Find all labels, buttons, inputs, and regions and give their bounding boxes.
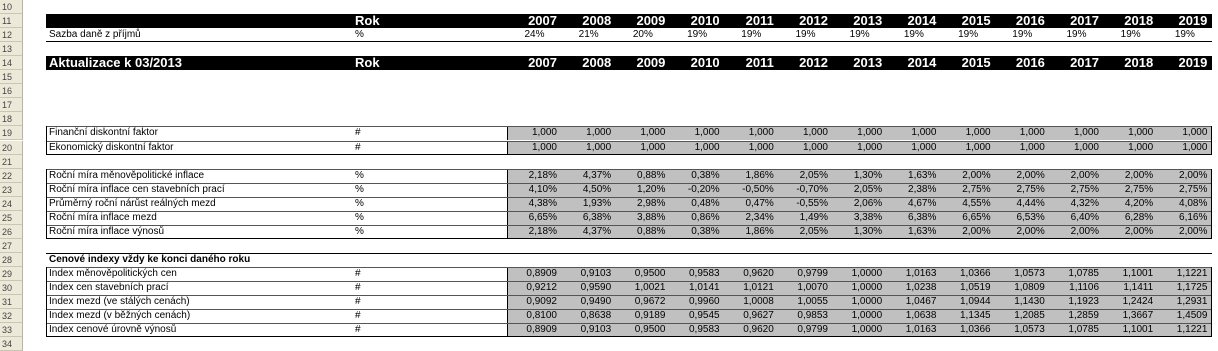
value-cell[interactable]: 1,0141	[689, 282, 720, 293]
row-label[interactable]: Roční míra inflace mezd	[49, 211, 157, 223]
value-cell[interactable]: 2,75%	[1016, 183, 1045, 195]
sheet-row	[0, 112, 1218, 126]
value-cell[interactable]: 1,000	[965, 127, 991, 139]
block-border-left	[46, 267, 47, 337]
row-header[interactable]: 28	[0, 253, 23, 267]
tax-unit[interactable]: %	[355, 29, 364, 41]
value-cell[interactable]: 0,9672	[634, 296, 666, 308]
sheet-row	[0, 56, 1218, 70]
value-cell[interactable]: 0,9853	[797, 310, 828, 322]
row-header[interactable]: 25	[0, 211, 23, 225]
value-cell[interactable]: 1,000	[1019, 141, 1045, 153]
row-label[interactable]: Index mezd (v běžných cenách)	[49, 310, 191, 322]
value-cell[interactable]: 4,37%	[582, 225, 612, 237]
row-unit[interactable]: #	[355, 324, 361, 336]
year-header[interactable]: 2009	[636, 14, 666, 29]
indices-title[interactable]: Cenové indexy vždy ke konci daného roku	[49, 253, 251, 265]
value-cell[interactable]: 1,0055	[797, 296, 828, 308]
value-cell[interactable]: 2,34%	[745, 211, 774, 223]
value-cell[interactable]: 1,30%	[853, 225, 883, 237]
year-header[interactable]: 2017	[1070, 14, 1099, 29]
value-cell[interactable]: 1,000	[586, 127, 612, 139]
value-cell[interactable]: 1,000	[586, 141, 612, 153]
value-cell[interactable]: 1,0000	[851, 324, 883, 336]
value-cell[interactable]: 1,2085	[1014, 310, 1045, 322]
year-header[interactable]: 2018	[1124, 56, 1154, 71]
value-cell[interactable]: 1,0000	[851, 310, 883, 322]
value-cell[interactable]: 2,38%	[908, 183, 937, 195]
value-cell[interactable]: 0,88%	[637, 225, 666, 237]
year-header[interactable]: 2008	[582, 56, 612, 71]
value-cell[interactable]: 3,38%	[853, 211, 883, 223]
value-cell[interactable]: 19%	[1120, 29, 1141, 41]
value-cell[interactable]: 0,47%	[745, 197, 774, 209]
value-cell[interactable]: -0,70%	[796, 183, 828, 195]
sheet-row	[0, 98, 1218, 112]
row-divider	[46, 267, 1212, 268]
value-cell[interactable]: 1,0000	[851, 282, 883, 293]
sheet-row	[0, 0, 1218, 14]
year-header[interactable]: 2011	[745, 14, 774, 29]
row-header[interactable]: 18	[0, 112, 23, 126]
value-cell[interactable]: 1,000	[911, 127, 937, 139]
value-cell[interactable]: 2,98%	[637, 197, 666, 209]
value-cell[interactable]: 4,20%	[1124, 197, 1154, 209]
value-cell[interactable]: 1,0519	[960, 282, 991, 293]
sheet-row	[0, 155, 1218, 169]
value-cell[interactable]: 0,9092	[526, 296, 557, 308]
value-cell[interactable]: 0,9500	[634, 324, 666, 336]
block-border-left	[46, 126, 47, 154]
value-cell[interactable]: 1,1725	[1176, 282, 1208, 293]
row-unit[interactable]: #	[355, 267, 361, 279]
value-cell[interactable]: 2,75%	[962, 183, 991, 195]
year-header[interactable]: 2007	[528, 56, 557, 71]
sheet-row	[0, 169, 1218, 183]
value-cell[interactable]: 1,0163	[905, 324, 937, 336]
row-header[interactable]: 10	[0, 0, 23, 14]
sheet-row	[0, 295, 1218, 309]
year-header[interactable]: 2018	[1124, 14, 1154, 29]
row-header[interactable]: 11	[0, 14, 23, 28]
value-cell[interactable]: 2,00%	[1070, 225, 1099, 237]
row-divider	[46, 197, 1212, 198]
sheet-row	[0, 42, 1218, 56]
indices-title-border	[46, 253, 1212, 254]
row-header[interactable]: 31	[0, 295, 23, 309]
value-cell[interactable]: 4,37%	[582, 169, 612, 181]
value-cell[interactable]: 19%	[741, 29, 762, 41]
value-cell[interactable]: 0,8100	[526, 310, 557, 322]
year-header[interactable]: 2014	[907, 14, 937, 29]
value-cell[interactable]: 19%	[795, 29, 816, 41]
value-cell[interactable]: 1,0785	[1068, 324, 1099, 336]
value-cell[interactable]: 1,0021	[634, 282, 666, 293]
value-cell[interactable]: 24%	[524, 29, 545, 41]
value-cell[interactable]: 1,63%	[908, 169, 937, 181]
row-header[interactable]: 33	[0, 323, 23, 337]
value-cell[interactable]: -0,20%	[687, 183, 720, 195]
value-cell[interactable]: 0,9189	[634, 310, 666, 322]
value-cell[interactable]: 1,0785	[1068, 267, 1099, 279]
year-header[interactable]: 2010	[690, 14, 720, 29]
value-cell[interactable]: 1,000	[1128, 141, 1154, 153]
value-cell[interactable]: 1,000	[531, 141, 557, 153]
value-cell[interactable]: 1,000	[748, 141, 774, 153]
value-cell[interactable]: 19%	[1066, 29, 1087, 41]
value-cell[interactable]: 1,1221	[1176, 267, 1208, 279]
value-cell[interactable]: 0,88%	[637, 169, 666, 181]
value-cell[interactable]: 0,8909	[526, 324, 557, 336]
row-header[interactable]: 22	[0, 169, 23, 183]
value-cell[interactable]: 0,9620	[743, 267, 774, 279]
value-cell[interactable]: 1,000	[1073, 141, 1099, 153]
value-cell[interactable]: 2,00%	[1179, 225, 1208, 237]
value-cell[interactable]: 4,44%	[1016, 197, 1045, 209]
value-cell[interactable]: 6,40%	[1070, 211, 1099, 223]
value-cell[interactable]: 20%	[632, 29, 653, 41]
value-cell[interactable]: 19%	[687, 29, 708, 41]
row-divider	[46, 309, 1212, 310]
value-cell[interactable]: 0,9799	[797, 324, 828, 336]
value-cell[interactable]: 0,9960	[689, 296, 720, 308]
row-label[interactable]: Průměrný roční nárůst reálných mezd	[49, 197, 216, 209]
value-cell[interactable]: 0,9103	[580, 267, 612, 279]
value-cell[interactable]: 19%	[1012, 29, 1033, 41]
value-cell[interactable]: 0,9799	[797, 267, 828, 279]
sheet-row	[0, 84, 1218, 98]
value-cell[interactable]: 1,49%	[799, 211, 828, 223]
row-label[interactable]: Roční míra inflace výnosů	[49, 225, 165, 237]
value-cell[interactable]: 0,9590	[580, 282, 612, 293]
value-cell[interactable]: 1,1411	[1123, 282, 1154, 293]
value-cell[interactable]: 1,0366	[960, 324, 991, 336]
sheet-row	[0, 183, 1218, 197]
year-header[interactable]: 2009	[636, 56, 666, 71]
block-border-right	[1211, 169, 1212, 239]
value-cell[interactable]: 6,28%	[1124, 211, 1154, 223]
row-unit[interactable]: #	[355, 127, 361, 139]
value-cell[interactable]: 0,9212	[526, 282, 557, 293]
value-cell[interactable]: 1,86%	[745, 169, 774, 181]
value-cell[interactable]: 1,1001	[1122, 324, 1154, 336]
value-cell[interactable]: 6,16%	[1179, 211, 1208, 223]
year-header[interactable]: 2014	[907, 56, 937, 71]
year-header[interactable]: 2019	[1178, 56, 1208, 71]
row-header[interactable]: 32	[0, 309, 23, 323]
sheet-row	[0, 337, 1218, 351]
row-header[interactable]: 19	[0, 126, 23, 140]
value-cell[interactable]: 1,1001	[1122, 267, 1154, 279]
value-cell[interactable]: 1,0638	[905, 310, 937, 322]
value-cell[interactable]: 2,75%	[1124, 183, 1154, 195]
block-border-bottom	[46, 238, 1212, 239]
value-cell[interactable]: 1,3667	[1122, 310, 1154, 322]
value-cell[interactable]: 1,1345	[960, 310, 991, 322]
row-header[interactable]: 15	[0, 70, 23, 84]
value-cell[interactable]: 1,2424	[1122, 296, 1154, 308]
row-header[interactable]: 26	[0, 225, 23, 239]
value-cell[interactable]: 0,9583	[689, 324, 720, 336]
year-header[interactable]: 2013	[853, 56, 883, 71]
value-cell[interactable]: 2,00%	[1016, 225, 1045, 237]
sheet-row	[0, 126, 1218, 140]
row-header[interactable]: 16	[0, 84, 23, 98]
row-label[interactable]: Roční míra inflace cen stavebních prací	[49, 183, 225, 195]
row-divider	[46, 295, 1212, 296]
row-label[interactable]: Roční míra měnověpolitické inflace	[49, 169, 205, 181]
block-border-left	[46, 169, 47, 239]
value-cell[interactable]: 6,65%	[962, 211, 991, 223]
year-header[interactable]: 2012	[799, 14, 828, 29]
value-cell[interactable]: 1,1106	[1069, 282, 1099, 293]
value-cell[interactable]: 1,0008	[743, 296, 774, 308]
value-cell[interactable]: 1,4509	[1176, 310, 1208, 322]
row-header[interactable]: 17	[0, 98, 23, 112]
value-cell[interactable]: 1,0573	[1014, 324, 1045, 336]
value-cell[interactable]: 1,000	[802, 141, 828, 153]
year-header[interactable]: 2007	[528, 14, 557, 29]
value-cell[interactable]: 0,8909	[526, 267, 557, 279]
row-unit[interactable]: #	[355, 296, 361, 308]
value-cell[interactable]: 0,9545	[689, 310, 720, 322]
value-cell[interactable]: 4,67%	[908, 197, 937, 209]
row-divider	[46, 323, 1212, 324]
value-cell[interactable]: 1,000	[694, 141, 720, 153]
value-cell[interactable]: 1,93%	[582, 197, 612, 209]
year-header[interactable]: 2010	[690, 56, 720, 71]
row-header[interactable]: 24	[0, 197, 23, 211]
value-cell[interactable]: 6,38%	[908, 211, 937, 223]
value-cell[interactable]: 1,000	[640, 141, 666, 153]
value-cell[interactable]: 1,30%	[853, 169, 883, 181]
row-divider	[46, 183, 1212, 184]
sheet-row	[0, 70, 1218, 84]
block-border-right	[1211, 126, 1212, 154]
value-cell[interactable]: 1,1221	[1176, 324, 1208, 336]
row-header[interactable]: 34	[0, 337, 23, 351]
value-cell[interactable]: 1,0238	[905, 282, 937, 293]
value-cell[interactable]: 2,18%	[528, 225, 557, 237]
value-cell[interactable]: 1,86%	[745, 225, 774, 237]
value-cell[interactable]: 1,0070	[797, 282, 828, 293]
value-cell[interactable]: 4,55%	[962, 197, 991, 209]
value-cell[interactable]: 2,00%	[1124, 169, 1154, 181]
value-cell[interactable]: 0,8638	[580, 310, 612, 322]
value-cell[interactable]: 6,38%	[582, 211, 612, 223]
value-cell[interactable]: 2,00%	[1016, 169, 1045, 181]
value-cell[interactable]: 19%	[903, 29, 924, 41]
value-cell[interactable]: 1,0809	[1014, 282, 1045, 293]
value-cell[interactable]: 1,000	[1182, 127, 1208, 139]
value-cell[interactable]: 1,2931	[1176, 296, 1208, 308]
value-cell[interactable]: 2,06%	[853, 197, 883, 209]
value-cell[interactable]: 1,000	[1073, 127, 1099, 139]
sheet-row	[0, 267, 1218, 281]
value-cell[interactable]: 21%	[578, 29, 599, 41]
row-unit[interactable]: #	[355, 282, 361, 293]
row-divider	[46, 126, 1212, 127]
value-cell[interactable]: 6,65%	[528, 211, 557, 223]
year-header[interactable]: 2015	[961, 56, 991, 71]
sheet-row	[0, 281, 1218, 295]
value-cell[interactable]: 1,000	[1128, 127, 1154, 139]
value-cell[interactable]: 1,1923	[1068, 296, 1099, 308]
value-cell[interactable]: 4,32%	[1070, 197, 1099, 209]
row-label[interactable]: Ekonomický diskontní faktor	[49, 141, 174, 153]
sheet-row	[0, 14, 1218, 28]
row-unit[interactable]: %	[355, 183, 364, 195]
row-label[interactable]: Index cen stavebních prací	[49, 282, 169, 293]
year-header[interactable]: 2015	[961, 14, 991, 29]
section-title[interactable]: Aktualizace k 03/2013	[49, 56, 182, 71]
value-cell[interactable]: 19%	[1174, 29, 1195, 41]
row-unit[interactable]: %	[355, 169, 364, 181]
row-unit[interactable]: %	[355, 197, 364, 209]
value-cell[interactable]: 1,000	[531, 127, 557, 139]
value-cell[interactable]: 1,0000	[851, 296, 883, 308]
year-header[interactable]: 2017	[1070, 56, 1099, 71]
row-label[interactable]: Index měnověpolitických cen	[49, 267, 177, 279]
value-cell[interactable]: 4,50%	[582, 183, 612, 195]
value-cell[interactable]: 1,0944	[960, 296, 991, 308]
row-divider	[46, 211, 1212, 212]
value-cell[interactable]: 4,10%	[528, 183, 557, 195]
year-header[interactable]: 2013	[853, 14, 883, 29]
block-border-right	[1211, 267, 1212, 337]
value-cell[interactable]: 1,000	[694, 127, 720, 139]
value-cell[interactable]: 0,9627	[743, 310, 774, 322]
sheet-row	[0, 309, 1218, 323]
row-header[interactable]: 20	[0, 141, 23, 155]
value-cell[interactable]: 0,9490	[580, 296, 612, 308]
value-cell[interactable]: 2,00%	[962, 225, 991, 237]
value-cell[interactable]: 1,000	[857, 127, 883, 139]
sheet-row	[0, 28, 1218, 42]
value-cell[interactable]: 1,000	[802, 127, 828, 139]
value-cell[interactable]: 2,75%	[1179, 183, 1208, 195]
value-cell[interactable]: 2,00%	[962, 169, 991, 181]
value-cell[interactable]: 6,53%	[1016, 211, 1045, 223]
year-header[interactable]: 2019	[1178, 14, 1208, 29]
value-cell[interactable]: 0,9103	[580, 324, 612, 336]
header-unit[interactable]: Rok	[355, 14, 380, 29]
value-cell[interactable]: 1,0121	[743, 282, 774, 293]
value-cell[interactable]: 1,0163	[905, 267, 937, 279]
value-cell[interactable]: 4,08%	[1179, 197, 1208, 209]
year-header[interactable]: 2012	[799, 56, 828, 71]
row-divider	[46, 169, 1212, 170]
value-cell[interactable]: 1,1430	[1014, 296, 1045, 308]
value-cell[interactable]: 2,00%	[1124, 225, 1154, 237]
year-header[interactable]: 2008	[582, 14, 612, 29]
value-cell[interactable]: 2,75%	[1070, 183, 1099, 195]
row-header[interactable]: 13	[0, 42, 23, 56]
value-cell[interactable]: 1,2859	[1068, 310, 1099, 322]
block-border-bottom	[46, 336, 1212, 337]
value-cell[interactable]: -0,50%	[742, 183, 774, 195]
value-cell[interactable]: 0,9620	[743, 324, 774, 336]
value-cell[interactable]: 1,63%	[908, 225, 937, 237]
value-cell[interactable]: 1,000	[640, 127, 666, 139]
sheet-row	[0, 239, 1218, 253]
value-cell[interactable]: 0,38%	[691, 225, 720, 237]
value-cell[interactable]: 1,20%	[637, 183, 666, 195]
value-cell[interactable]: 19%	[958, 29, 979, 41]
year-header[interactable]: 2011	[745, 56, 774, 71]
tax-label[interactable]: Sazba daně z příjmů	[49, 29, 141, 41]
row-header[interactable]: 14	[0, 56, 23, 70]
value-cell[interactable]: 1,000	[857, 141, 883, 153]
value-cell[interactable]: 1,000	[965, 141, 991, 153]
sheet-row	[0, 211, 1218, 225]
value-cell[interactable]: 0,9500	[634, 267, 666, 279]
row-label[interactable]: Index mezd (ve stálých cenách)	[49, 296, 190, 308]
value-cell[interactable]: 1,000	[1019, 127, 1045, 139]
sheet-row	[0, 141, 1218, 155]
value-cell[interactable]: 2,05%	[799, 169, 828, 181]
row-header[interactable]: 27	[0, 239, 23, 253]
row-header[interactable]: 29	[0, 267, 23, 281]
value-cell[interactable]: -0,55%	[796, 197, 828, 209]
row-label[interactable]: Index cenové úrovně výnosů	[49, 324, 177, 336]
value-cell[interactable]: 4,38%	[528, 197, 557, 209]
row-header[interactable]: 23	[0, 183, 23, 197]
value-cell[interactable]: 19%	[849, 29, 870, 41]
value-cell[interactable]: 0,38%	[691, 169, 720, 181]
value-cell[interactable]: 0,86%	[691, 211, 720, 223]
value-cell[interactable]: 2,18%	[528, 169, 557, 181]
row-header[interactable]: 21	[0, 155, 23, 169]
value-cell[interactable]: 1,0000	[851, 267, 883, 279]
block-border-bottom	[46, 154, 1212, 155]
value-cell[interactable]: 0,48%	[691, 197, 720, 209]
value-cell[interactable]: 2,05%	[853, 183, 883, 195]
value-cell[interactable]: 1,000	[911, 141, 937, 153]
sheet-row	[0, 323, 1218, 337]
value-cell[interactable]: 1,000	[748, 127, 774, 139]
value-cell[interactable]: 1,0467	[905, 296, 937, 308]
year-header[interactable]: 2016	[1015, 14, 1045, 29]
row-header[interactable]: 12	[0, 28, 23, 42]
value-cell[interactable]: 2,00%	[1070, 169, 1099, 181]
year-header[interactable]: 2016	[1015, 56, 1045, 71]
sheet-row	[0, 225, 1218, 239]
value-cell[interactable]: 3,88%	[637, 211, 666, 223]
value-cell[interactable]: 2,05%	[799, 225, 828, 237]
value-cell[interactable]: 1,0573	[1014, 267, 1045, 279]
row-unit[interactable]: %	[355, 225, 364, 237]
row-unit[interactable]: %	[355, 211, 364, 223]
row-unit[interactable]: #	[355, 141, 361, 153]
row-header[interactable]: 30	[0, 281, 23, 295]
value-cell[interactable]: 1,000	[1182, 141, 1208, 153]
sheet-row	[0, 253, 1218, 267]
row-divider	[46, 141, 1212, 142]
sheet-row	[0, 197, 1218, 211]
value-cell[interactable]: 0,9583	[689, 267, 720, 279]
value-cell[interactable]: 1,0366	[960, 267, 991, 279]
row-divider	[46, 281, 1212, 282]
row-unit[interactable]: #	[355, 310, 361, 322]
row-label[interactable]: Finanční diskontní faktor	[49, 127, 158, 139]
header-unit[interactable]: Rok	[355, 56, 380, 71]
value-cell[interactable]: 2,00%	[1179, 169, 1208, 181]
row-divider	[46, 225, 1212, 226]
